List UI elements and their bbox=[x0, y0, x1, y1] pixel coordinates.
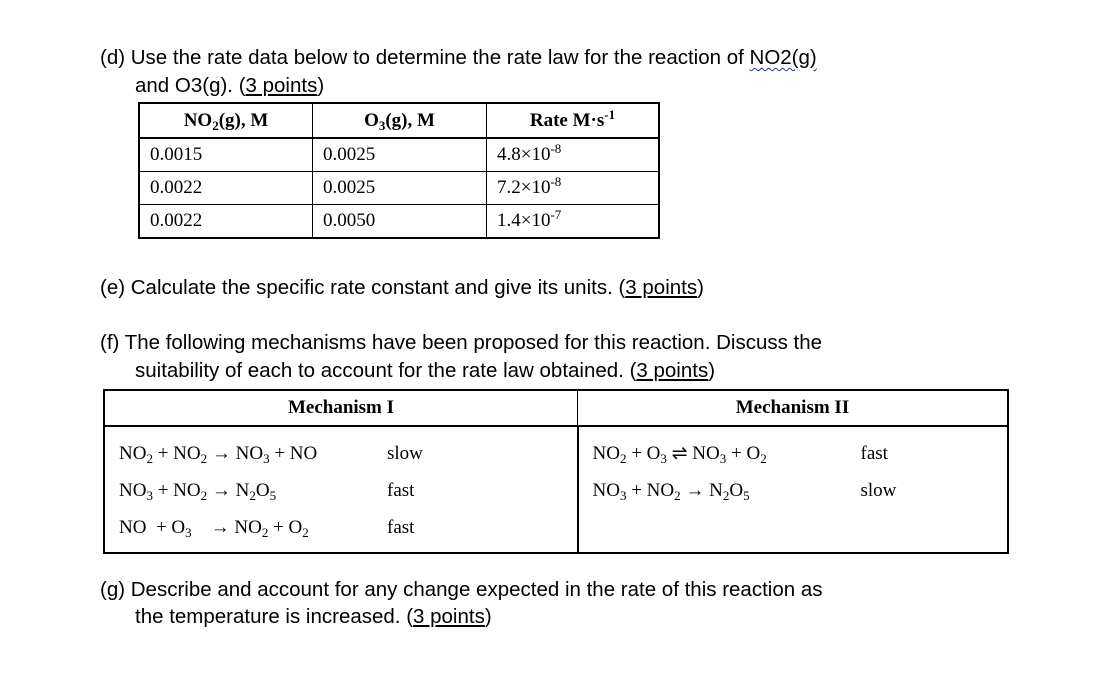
table-row bbox=[139, 205, 659, 239]
question-f-line2 bbox=[135, 357, 715, 385]
question-d-text-2: and O3(g). ( bbox=[135, 74, 246, 97]
close-paren: ) bbox=[697, 276, 704, 299]
table-cell: 0.0025 bbox=[313, 138, 487, 172]
step-speed: fast bbox=[387, 479, 415, 501]
table-row bbox=[104, 426, 1008, 553]
step-speed: slow bbox=[387, 442, 423, 464]
mechanism-2-header: Mechanism II bbox=[578, 390, 1009, 426]
question-f-line1: (f) The following mechanisms have been proposed for this reaction. Discuss the bbox=[100, 331, 823, 354]
question-g-text-2: the temperature is increased. ( bbox=[135, 605, 414, 628]
table-cell: 0.0022 bbox=[139, 172, 313, 205]
table-cell: $7.2\times 10^{-8}$ bbox=[487, 172, 660, 205]
step-speed: fast bbox=[387, 516, 415, 538]
table-cell: 0.0025 bbox=[313, 172, 487, 205]
col-header-no2: $NO_2(g)$, M bbox=[139, 103, 313, 138]
close-paren: ) bbox=[708, 359, 716, 382]
col-header-rate: Rate $M\cdot s^{-1}$ bbox=[487, 103, 660, 138]
mechanism-table bbox=[103, 389, 1009, 554]
mechanism-1-header: Mechanism I bbox=[104, 390, 578, 426]
question-d-line1 bbox=[100, 44, 817, 72]
points-label: 3 points bbox=[413, 605, 485, 628]
mechanism-step bbox=[119, 435, 563, 472]
close-paren: ) bbox=[317, 74, 325, 97]
mechanism-step bbox=[593, 435, 994, 472]
step-equation: NO + $O_3$ → $NO_2 + O_2$ bbox=[119, 516, 309, 540]
points-label: 3 points bbox=[625, 276, 698, 299]
table-row bbox=[139, 172, 659, 205]
step-equation: $NO_3 + NO_2 \to N_2O_5$ bbox=[119, 479, 277, 503]
step-equation: $NO_3 + NO_2 \to N_2O_5$ bbox=[592, 479, 750, 503]
mechanism-step bbox=[593, 472, 994, 509]
col-header-o3: $O_3(g)$, M bbox=[313, 103, 487, 138]
mechanism-1-steps bbox=[104, 426, 578, 553]
table-header-row bbox=[104, 390, 1008, 426]
rate-data-table bbox=[138, 102, 660, 239]
table-cell: 0.0015 bbox=[139, 138, 313, 172]
table-header-row bbox=[139, 103, 659, 138]
step-speed: fast bbox=[860, 442, 888, 464]
mechanism-step bbox=[119, 472, 563, 509]
step-equation: $NO_2 + NO_2 \to NO_3$ + NO bbox=[119, 442, 318, 466]
question-d-text: (d) Use the rate data below to determine the rate law for the reaction of bbox=[100, 46, 750, 69]
question-g-line2 bbox=[135, 603, 492, 631]
question-d-line2 bbox=[135, 72, 324, 100]
table-cell: $1.4\times 10^{-7}$ bbox=[487, 205, 660, 239]
table-cell: $4.8\times 10^{-8}$ bbox=[487, 138, 660, 172]
mechanism-step bbox=[119, 509, 563, 546]
question-f-text-2: suitability of each to account for the rate law obtained. ( bbox=[135, 359, 637, 382]
close-paren: ) bbox=[484, 605, 492, 628]
table-cell: 0.0022 bbox=[139, 205, 313, 239]
spellcheck-flagged-word: NO2(g) bbox=[749, 46, 817, 69]
step-speed: slow bbox=[860, 479, 897, 501]
question-g-line1: (g) Describe and account for any change expected in the rate of this reaction as bbox=[100, 578, 823, 601]
points-label: 3 points bbox=[636, 359, 709, 382]
step-equation: $NO_2 + O_3$ ⇌ $NO_3 + O_2$ bbox=[592, 443, 767, 466]
mechanism-2-steps bbox=[578, 426, 1009, 553]
table-row bbox=[139, 138, 659, 172]
question-e-text: (e) Calculate the specific rate constant and give its units. ( bbox=[100, 276, 626, 299]
points-label: 3 points bbox=[245, 74, 318, 97]
question-e bbox=[100, 274, 704, 302]
table-cell: 0.0050 bbox=[313, 205, 487, 239]
